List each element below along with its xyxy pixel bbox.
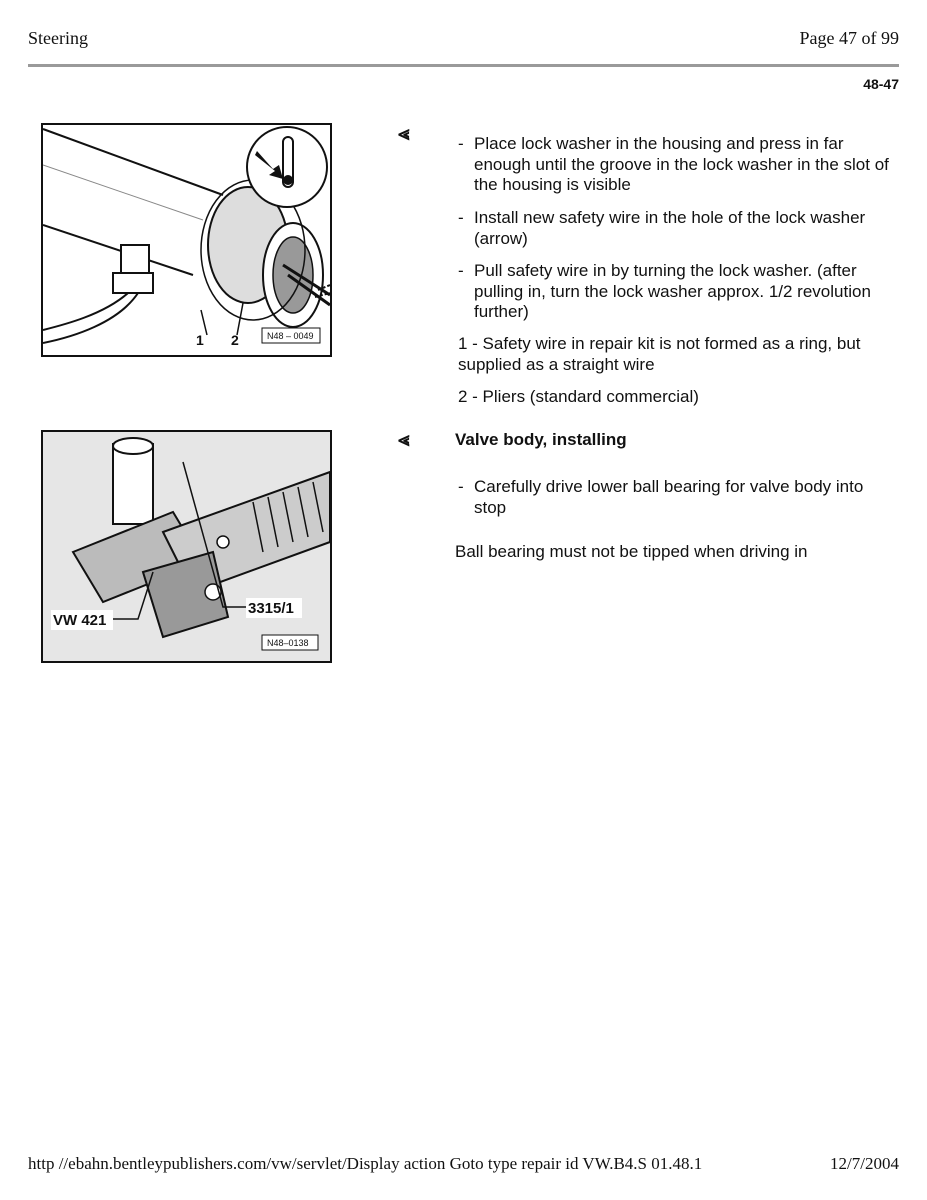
footer-url: http //ebahn.bentleypublishers.com/vw/servlet/Display action Goto type repair id VW.B4.S 01.48.1 — [28, 1154, 703, 1173]
tool-label-3315: 3315/1 — [248, 600, 294, 617]
note-text: 1 - Safety wire in repair kit is not formed as a ring, but supplied as a straight wire — [458, 334, 861, 374]
list-item: - Install new safety wire in the hole of the lock washer (arrow) — [458, 208, 866, 248]
note-text: Ball bearing must not be tipped when driving in — [455, 542, 808, 561]
figure-label-1: 1 — [196, 332, 204, 348]
figure-lock-washer — [41, 123, 332, 357]
list-item: - Pull safety wire in by turning the lock washer. (after pulling in, turn the lock washer approx. 1/2 revolution further) — [458, 261, 871, 321]
list-item: - Carefully drive lower ball bearing for valve body into stop — [458, 477, 864, 517]
valve-body-illustration — [43, 432, 330, 661]
step-text: Pull safety wire in by turning the lock washer. (after pulling in, turn the lock washer approx. 1/2 revolution further) — [474, 261, 871, 321]
lock-washer-illustration — [43, 125, 330, 355]
document-title: Steering — [28, 28, 88, 48]
footer-date: 12/7/2004 — [830, 1154, 899, 1173]
tool-label-vw421: VW 421 — [53, 612, 107, 629]
step-text: Place lock washer in the housing and press in far enough until the groove in the lock washer in the slot of the housing is visible — [474, 134, 889, 194]
page-footer — [28, 1154, 899, 1174]
step-text: Install new safety wire in the hole of the lock washer (arrow) — [474, 208, 866, 248]
figure-code: N48 – 0049 — [267, 331, 314, 341]
figure-label-2: 2 — [231, 332, 239, 348]
arrow-pointer-icon: ⪡ — [398, 429, 410, 451]
list-item: - Place lock washer in the housing and press in far enough until the groove in the lock washer in the slot of the housing is visible — [458, 134, 889, 194]
arrow-pointer-icon: ⪡ — [398, 123, 410, 145]
section-heading: Valve body, installing — [455, 430, 627, 449]
note-text: 2 - Pliers (standard commercial) — [458, 387, 699, 406]
page-number: Page 47 of 99 — [799, 28, 899, 48]
step-text: Carefully drive lower ball bearing for valve body into stop — [474, 477, 864, 517]
header-divider — [28, 64, 899, 67]
figure-code: N48–0138 — [267, 638, 309, 648]
figure-valve-body — [41, 430, 332, 663]
section-number: 48-47 — [863, 76, 899, 92]
